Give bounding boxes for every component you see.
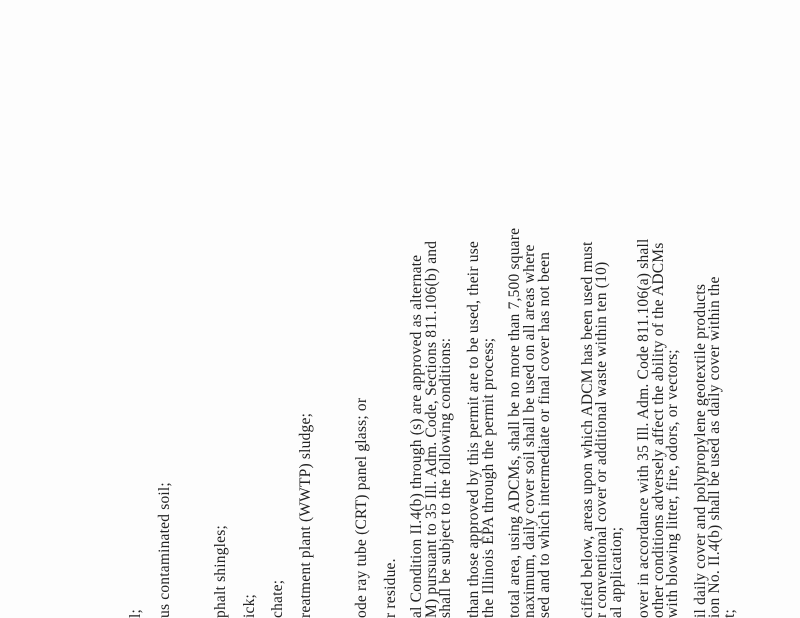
paragraph-line: over in accordance with 35 Ill. Adm. Code 811.106(a) shall	[635, 238, 652, 618]
list-item: ick;	[241, 593, 258, 618]
paragraph-line: ion No. II.4(b) shall be used as daily cover within the	[706, 276, 723, 618]
list-item: chate;	[269, 579, 286, 618]
paragraph-line: the Illinois EPA through the permit process;	[480, 337, 497, 618]
paragraph-line: al application;	[608, 526, 625, 618]
list-item: l;	[127, 608, 144, 618]
list-item: ode ray tube (CRT) panel glass; or	[353, 397, 370, 618]
list-item: us contaminated soil;	[156, 482, 173, 618]
list-item: reatment plant (WWTP) sludge;	[297, 412, 314, 618]
paragraph-line: naximum, daily cover soil shall be used on all areas where	[521, 244, 538, 618]
paragraph-line: other conditions adversely affect the ability of the ADCMs	[650, 242, 667, 618]
paragraph-line: shall be subject to the following conditions:	[437, 337, 454, 618]
paragraph-line: M) pursuant to 35 Ill. Adm. Code, Sections 811.106(b) and	[423, 240, 440, 618]
paragraph-line: sed and to which intermediate or final cover has not been	[536, 251, 553, 618]
paragraph-line: t;	[721, 608, 738, 618]
paragraph-line: than those approved by this permit are to be used, their use	[465, 240, 482, 618]
paragraph-line: total area, using ADCMs, shall be no more than 7,500 square	[506, 227, 523, 618]
paragraph-line: al Condition II.4(b) through (s) are approved as alternate	[408, 254, 425, 618]
paragraph-line: r conventional cover or additional waste within ten (10)	[593, 261, 610, 618]
list-item: phalt shingles;	[212, 525, 229, 618]
paragraph-line: with blowing litter, fire, odors, or vectors;	[664, 349, 681, 618]
paragraph-line: il daily cover and polypropylene geotextile products	[692, 283, 709, 618]
paragraph-line: cified below, areas upon which ADCM has been used must	[579, 241, 596, 618]
list-item: r residue.	[382, 558, 399, 618]
